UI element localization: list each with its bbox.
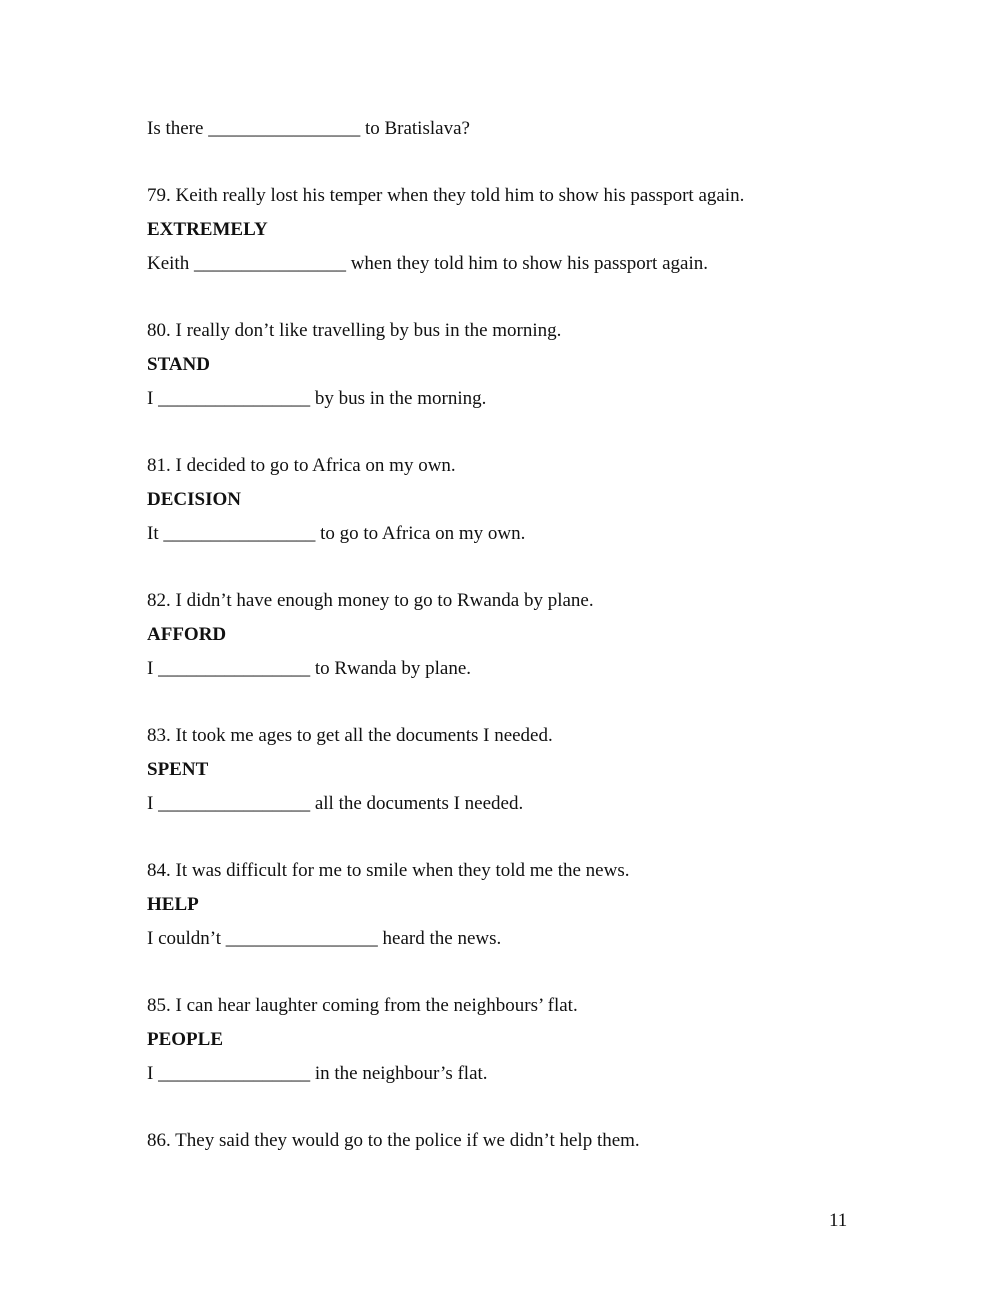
question-82-prompt: 82. I didn’t have enough money to go to Rwanda by plane. <box>147 590 594 611</box>
question-82-keyword: AFFORD <box>147 624 227 645</box>
question-79-prompt: 79. Keith really lost his temper when they told him to show his passport again. <box>147 185 745 206</box>
question-84-keyword: HELP <box>147 894 199 915</box>
page-number: 11 <box>829 1210 848 1231</box>
question-83-prompt: 83. It took me ages to get all the documents I needed. <box>147 725 553 746</box>
question-85-answer-line: I ________________ in the neighbour’s flat. <box>147 1063 488 1084</box>
question-85-prompt: 85. I can hear laughter coming from the neighbours’ flat. <box>147 995 578 1016</box>
question-81-answer-line: It ________________ to go to Africa on my own. <box>147 523 526 544</box>
question-80-keyword: STAND <box>147 354 210 375</box>
question-84-prompt: 84. It was difficult for me to smile when they told me the news. <box>147 860 630 881</box>
question-78-answer-line: Is there ________________ to Bratislava? <box>147 118 470 139</box>
question-79-answer-line: Keith ________________ when they told him to show his passport again. <box>147 253 708 274</box>
question-82-answer-line: I ________________ to Rwanda by plane. <box>147 658 472 679</box>
question-84-answer-line: I couldn’t ________________ heard the news. <box>147 928 502 949</box>
question-83-keyword: SPENT <box>147 759 209 780</box>
question-85-keyword: PEOPLE <box>147 1029 224 1050</box>
question-83-answer-line: I ________________ all the documents I needed. <box>147 793 524 814</box>
question-81-prompt: 81. I decided to go to Africa on my own. <box>147 455 456 476</box>
question-86-prompt: 86. They said they would go to the police if we didn’t help them. <box>147 1130 640 1151</box>
question-81-keyword: DECISION <box>147 489 241 510</box>
question-79-keyword: EXTREMELY <box>147 219 268 240</box>
question-80-prompt: 80. I really don’t like travelling by bus in the morning. <box>147 320 562 341</box>
question-80-answer-line: I ________________ by bus in the morning. <box>147 388 487 409</box>
